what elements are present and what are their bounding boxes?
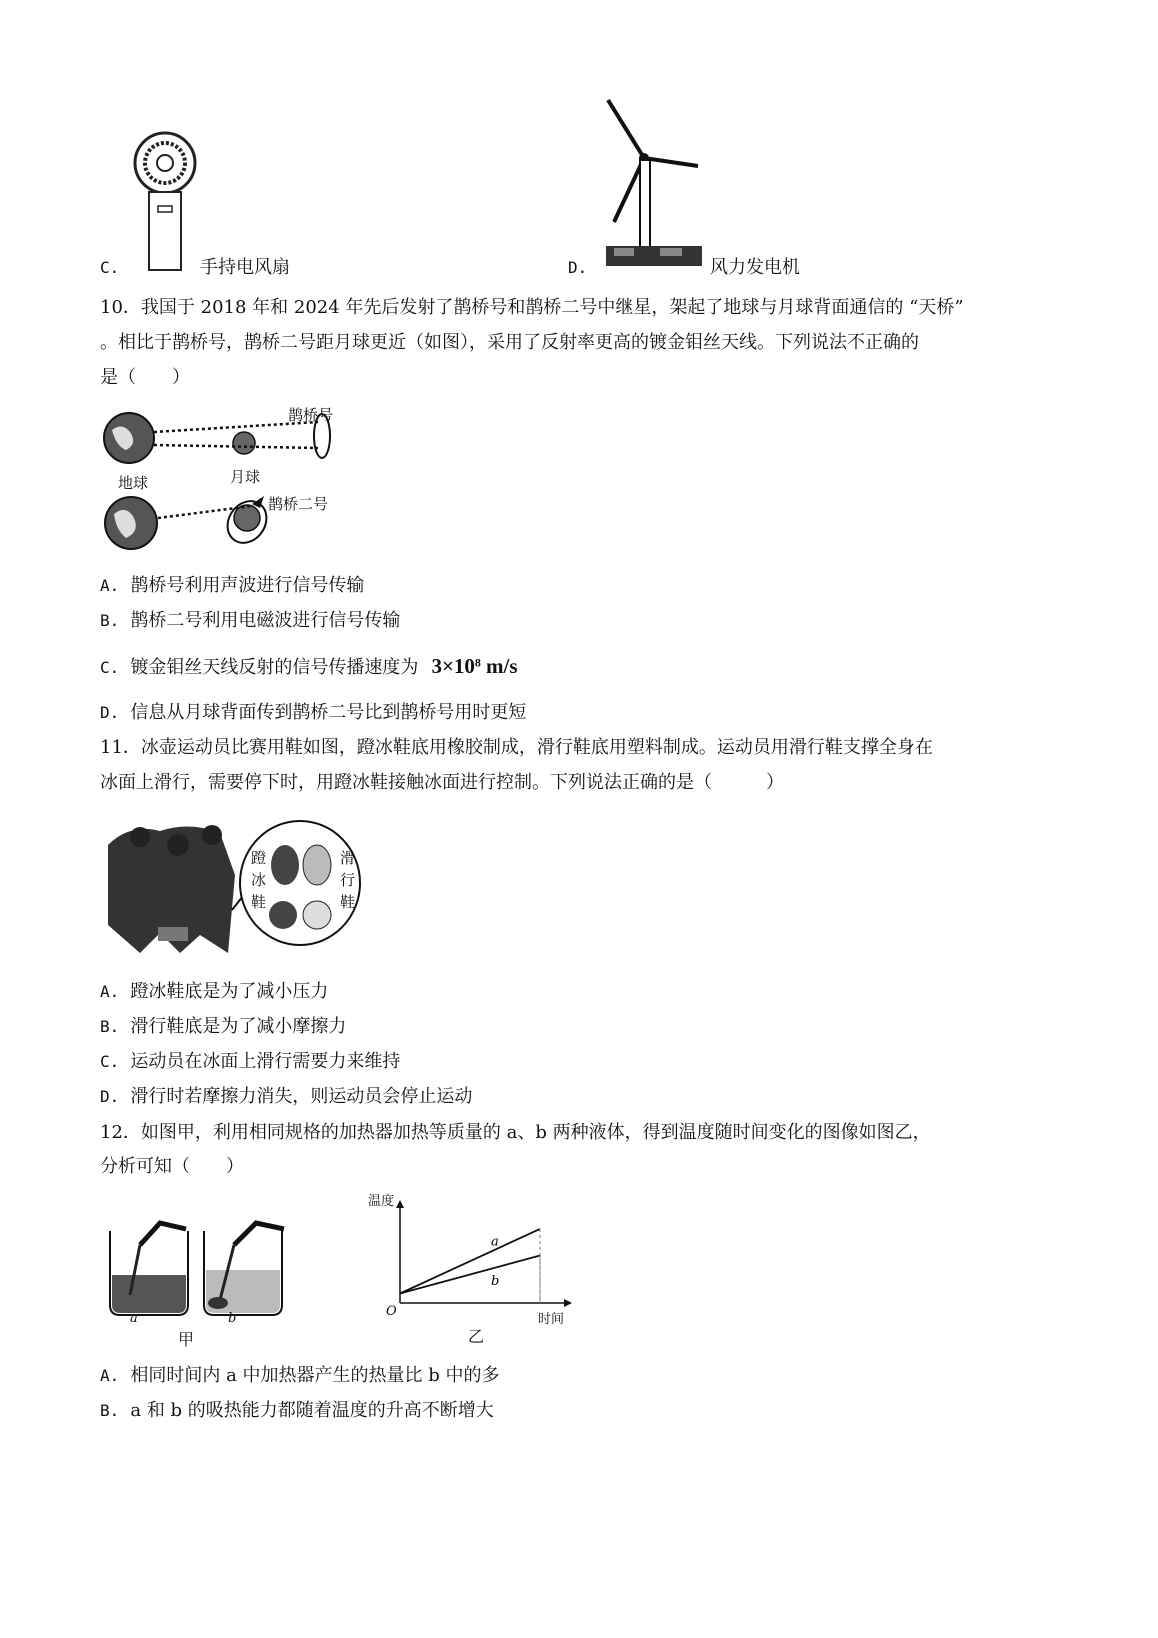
label-queqiao2: 鹊桥二号: [268, 495, 329, 513]
y-axis-arrow: [396, 1200, 404, 1208]
q10-stem-line2: 。相比于鹊桥号，鹊桥二号距月球更近（如图），采用了反射率更高的镀金钼丝天线。下列说法不正确的: [100, 332, 919, 353]
option-letter: A.: [100, 576, 120, 595]
curling-shoes-figure: [100, 815, 365, 960]
label-queqiao: 鹊桥号: [288, 406, 334, 424]
chart-xlabel: 时间: [538, 1312, 565, 1327]
q12-option-b[interactable]: [100, 1399, 494, 1423]
option-letter: C.: [100, 1052, 120, 1071]
option-text: 蹬冰鞋底是为了减小压力: [130, 981, 329, 1002]
label-earth: 地球: [118, 474, 149, 492]
beaker-b-label: b: [228, 1311, 237, 1326]
option-text: 鹊桥号利用声波进行信号传输: [130, 575, 365, 596]
option-letter: B.: [100, 1017, 120, 1036]
label-moon: 月球: [230, 468, 261, 486]
chart-origin: O: [386, 1304, 397, 1319]
label-push-shoe: 蹬冰鞋: [251, 849, 267, 911]
option-text: 运动员在冰面上滑行需要力来维持: [130, 1051, 401, 1072]
label-slide-shoe: 滑行鞋: [340, 849, 356, 911]
chart-ylabel: 温度: [368, 1194, 395, 1209]
q9-option-d-caption: 风力发电机: [710, 257, 800, 278]
option-text: 滑行时若摩擦力消失，则运动员会停止运动: [130, 1086, 473, 1107]
q11-option-c[interactable]: [100, 1050, 401, 1074]
option-text: 镀金钼丝天线反射的信号传播速度为: [130, 657, 419, 678]
beakers-figure: [100, 1215, 300, 1349]
option-text: 相同时间内 a 中加热器产生的热量比 b 中的多: [130, 1365, 500, 1386]
q12-stem-line2: 分析可知（ ）: [100, 1156, 244, 1177]
q10-option-a[interactable]: [100, 574, 365, 598]
option-text: 鹊桥二号利用电磁波进行信号传输: [130, 610, 401, 631]
option-letter: A.: [100, 1366, 120, 1385]
figure-jia-caption: 甲: [178, 1330, 195, 1349]
option-text: 信息从月球背面传到鹊桥二号比到鹊桥号用时更短: [130, 702, 527, 723]
q10-stem-line1: 10．我国于 2018 年和 2024 年先后发射了鹊桥号和鹊桥二号中继星，架起了地球与月球背面通信的 “天桥”: [100, 297, 964, 318]
option-text: a 和 b 的吸热能力都随着温度的升高不断增大: [130, 1400, 494, 1421]
option-letter: D.: [100, 1087, 120, 1106]
q10-option-b[interactable]: [100, 609, 401, 633]
q10-option-c[interactable]: [100, 654, 518, 680]
option-letter: C.: [100, 658, 120, 677]
hand-fan-figure: [125, 128, 205, 273]
q11-option-a[interactable]: [100, 980, 329, 1004]
temperature-chart: [360, 1190, 580, 1350]
formula-exponent: 8: [474, 655, 481, 670]
option-text: 滑行鞋底是为了减小摩擦力: [130, 1016, 347, 1037]
formula-base: 3×10: [431, 654, 475, 678]
q11-stem-line2: 冰面上滑行，需要停下时，用蹬冰鞋接触冰面进行控制。下列说法正确的是（ ）: [100, 772, 784, 793]
queqiao-relay-figure: [100, 400, 345, 555]
option-letter: A.: [100, 982, 120, 1001]
series-label-a: a: [491, 1234, 499, 1250]
speed-formula: [431, 654, 518, 678]
q10-option-d[interactable]: [100, 701, 527, 725]
q9-option-c-letter: C.: [100, 258, 120, 277]
beaker-a-label: a: [130, 1311, 138, 1326]
q11-option-d[interactable]: [100, 1085, 473, 1109]
formula-unit: m/s: [486, 654, 518, 678]
q11-stem-line1: 11．冰壶运动员比赛用鞋如图，蹬冰鞋底用橡胶制成，滑行鞋底用塑料制成。运动员用滑行鞋支撑全身在: [100, 737, 933, 758]
option-letter: B.: [100, 611, 120, 630]
series-label-b: b: [491, 1273, 500, 1289]
q12-option-a[interactable]: [100, 1364, 500, 1388]
q9-option-c-caption: 手持电风扇: [200, 257, 290, 278]
figure-yi-caption: 乙: [468, 1327, 485, 1346]
option-letter: D.: [100, 703, 120, 722]
q10-stem-line3: 是（ ）: [100, 367, 190, 388]
q12-stem-line1: 12．如图甲，利用相同规格的加热器加热等质量的 a、b 两种液体，得到温度随时间变化的图像如图乙，: [100, 1122, 931, 1143]
option-letter: B.: [100, 1401, 120, 1420]
x-axis-arrow: [564, 1299, 572, 1307]
q9-option-d-letter: D.: [568, 258, 588, 277]
wind-turbine-figure: [600, 96, 710, 271]
q11-option-b[interactable]: [100, 1015, 347, 1039]
